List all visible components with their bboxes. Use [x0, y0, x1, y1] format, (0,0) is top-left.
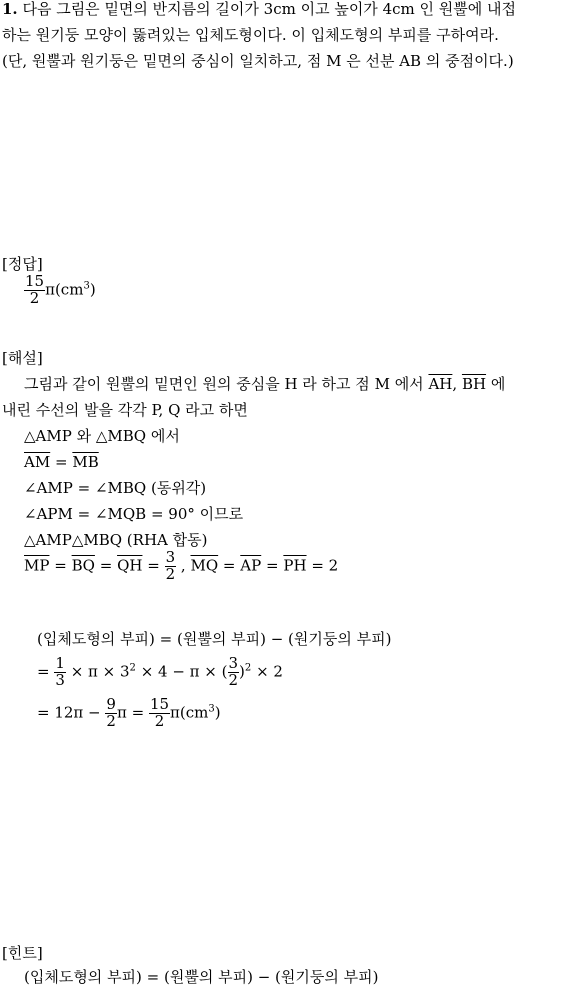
- numerator: 9: [106, 695, 116, 713]
- denominator: 2: [106, 711, 116, 730]
- segment-bq: $\overline{BQ}$: [71, 556, 95, 575]
- problem-text-3: (단, 원뿔과 원기둥은 밑면의 중심이 일치하고, 점 M 은 선분 AB 의 중점이다.): [2, 52, 514, 70]
- numerator: 15: [149, 695, 170, 713]
- intro-text: 그림과 같이 원뿔의 밑면인 원의 중심을 H 라 하고 점 M 에서: [24, 375, 424, 393]
- denominator: 2: [228, 670, 239, 689]
- volume-line: (입체도형의 부피) = (원뿔의 부피) − (원기둥의 부피): [37, 630, 392, 648]
- answer-header: [정답]: [2, 255, 43, 273]
- calc-term: × 4 − π × (: [140, 662, 228, 681]
- calc-term: π =: [116, 703, 145, 722]
- segment-am: $\overline{AM}$: [24, 453, 51, 471]
- problem-text-2: 하는 원기둥 모양이 뚫려있는 입체도형이다. 이 입체도형의 부피를 구하여라.: [2, 26, 499, 44]
- segment-mp: $\overline{MP}$: [24, 556, 50, 575]
- equals: =: [54, 556, 67, 575]
- segment-mb: $\overline{MB}$: [72, 453, 99, 471]
- calc-term: × π × 3: [70, 662, 130, 681]
- calc-term: × 2: [256, 662, 283, 681]
- exponent: 2: [129, 662, 136, 674]
- answer-numerator: 15: [25, 272, 45, 290]
- answer-unit: π(cm: [45, 280, 84, 299]
- solution-intro-2: 내린 수선의 발을 각각 P, Q 라고 하면: [2, 401, 248, 419]
- equals: =: [222, 556, 236, 575]
- segment-ph: $\overline{PH}$: [283, 556, 307, 575]
- denominator: 3: [55, 670, 65, 689]
- angle-line-1: ∠AMP = ∠MBQ (동위각): [24, 479, 207, 497]
- fraction-fifteen-halves: [149, 697, 170, 730]
- paren-close: ): [214, 703, 221, 722]
- hint-text: (입체도형의 부피) = (원뿔의 부피) − (원기둥의 부피): [24, 968, 379, 986]
- segment-bh: $\overline{BH}$: [461, 375, 487, 393]
- segment-equality-line: [24, 550, 338, 583]
- hint-header: [힌트]: [2, 944, 43, 962]
- segment-ah: $\overline{AH}$: [428, 375, 453, 393]
- equals: =: [54, 453, 68, 471]
- triangle-line: △AMP 와 △MBQ 에서: [24, 427, 180, 445]
- answer-value: [24, 274, 96, 307]
- equals: =: [266, 556, 279, 575]
- problem-text-1: 다음 그림은 밑면의 반지름의 길이가 3cm 이고 높이가 4cm 인 원뿔에 내접: [22, 0, 516, 18]
- answer-close: ): [89, 280, 96, 299]
- answer-exponent: 3: [83, 280, 90, 292]
- answer-fraction: [24, 274, 45, 307]
- fraction-nine-halves: [105, 697, 117, 730]
- denominator: 2: [165, 564, 176, 583]
- exponent: 2: [244, 662, 252, 674]
- denominator: 2: [154, 711, 165, 730]
- problem-number: 1.: [2, 0, 18, 18]
- answer-denominator: 2: [29, 288, 40, 307]
- comma: ,: [452, 375, 458, 393]
- exponent: 3: [208, 703, 215, 715]
- paren-close: ): [239, 662, 245, 681]
- am-equals-mb: [24, 455, 99, 470]
- solution-header: [해설]: [2, 349, 43, 367]
- segment-mq: $\overline{MQ}$: [190, 556, 219, 575]
- equals: =: [147, 556, 160, 575]
- calc-line-1: [37, 656, 283, 689]
- calc-term: = 12π −: [37, 703, 101, 722]
- fraction-three-halves: [165, 550, 177, 583]
- angle-line-2: ∠APM = ∠MQB = 90° 이므로: [24, 505, 244, 523]
- fraction-three-halves: [228, 656, 240, 689]
- intro-tail: 에: [490, 375, 506, 393]
- comma: ,: [180, 556, 186, 575]
- numerator: 1: [55, 654, 65, 672]
- numerator: 3: [228, 654, 239, 672]
- calc-line-2: [37, 697, 221, 730]
- problem-line-1: [2, 2, 516, 17]
- congruence-line: △AMP△MBQ (RHA 합동): [24, 531, 208, 549]
- segment-qh: $\overline{QH}$: [117, 556, 143, 575]
- equals-two: = 2: [311, 556, 339, 575]
- solution-intro-1: [24, 377, 505, 392]
- equals: =: [37, 662, 50, 681]
- equals: =: [99, 556, 113, 575]
- segment-ap: $\overline{AP}$: [240, 556, 262, 575]
- fraction-one-third: [54, 656, 66, 689]
- calc-term: π(cm: [170, 703, 209, 722]
- numerator: 3: [165, 548, 176, 566]
